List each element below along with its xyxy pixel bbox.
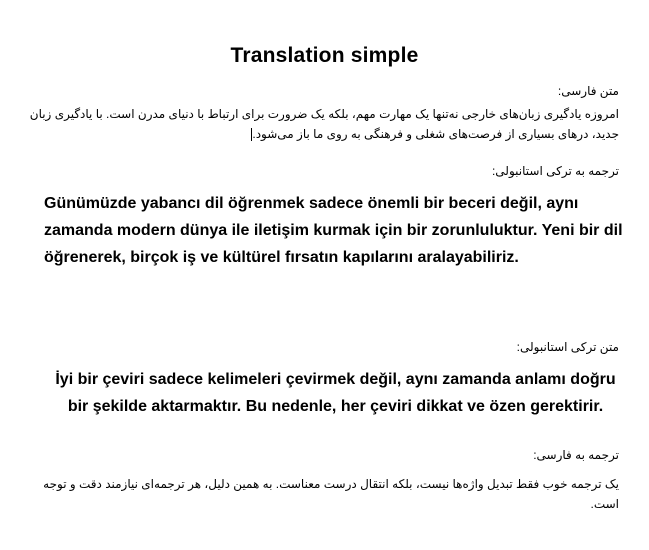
turkish-translation-label: ترجمه به ترکی استانبولی: bbox=[491, 164, 619, 178]
persian-text-body: امروزه یادگیری زبان‌های خارجی نه‌تنها یک مهارت مهم، بلکه یک ضرورت برای ارتباط با دنیای مدرن است. با یادگیری زبان جدید، درهای بسیاری از فرصت‌های شغلی و فرهنگی به روی ما باز می‌شود. bbox=[29, 107, 619, 141]
document-title: Translation simple bbox=[230, 44, 419, 67]
turkish-translation-paragraph: Günümüzde yabancı dil öğrenmek sadece önemli bir beceri değil, aynı zamanda modern dünya ile iletişim kurmak için bir zorunluluktur. Yeni bir dil öğrenerek, birçok iş ve kültürel fırsatın kapılarını aralayabiliriz. bbox=[44, 195, 623, 266]
persian-translation-label: ترجمه به فارسی: bbox=[533, 448, 619, 462]
persian-text-label: متن فارسی: bbox=[557, 84, 619, 98]
turkish-source-label: متن ترکی استانبولی: bbox=[516, 340, 619, 354]
persian-text-paragraph[interactable] bbox=[29, 104, 619, 144]
turkish-source-paragraph: İyi bir çeviri sadece kelimeleri çevirmek değil, aynı zamanda anlamı doğru bir şekilde aktarmaktır. Bu nedenle, her çeviri dikkat ve özen gerektirir. bbox=[55, 371, 616, 415]
persian-translation-paragraph: یک ترجمه خوب فقط تبدیل واژه‌ها نیست، بلکه انتقال درست معناست. به همین دلیل، هر ترجمه‌ای نیازمند دقت و توجه است. bbox=[43, 477, 619, 511]
